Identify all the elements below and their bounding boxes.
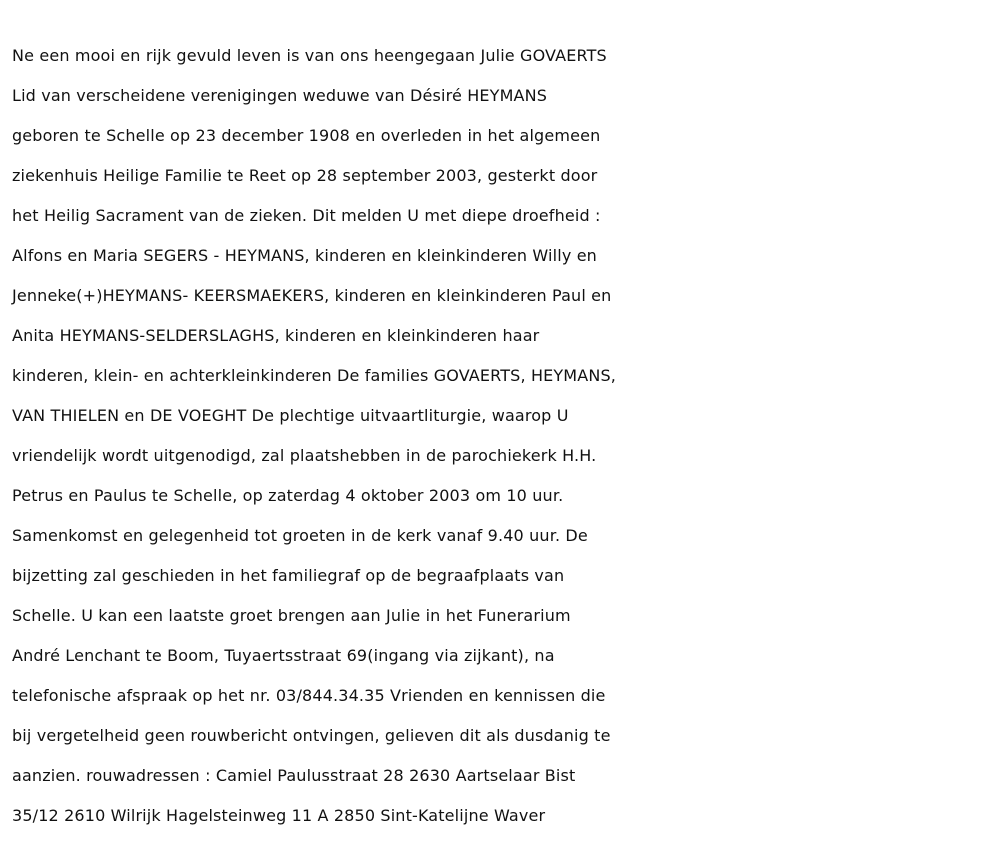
text-line: Jenneke(+)HEYMANS- KEERSMAEKERS, kinderen en kleinkinderen Paul en	[12, 286, 612, 305]
text-line: ziekenhuis Heilige Familie te Reet op 28 september 2003, gesterkt door	[12, 166, 598, 185]
text-line: VAN THIELEN en DE VOEGHT De plechtige uitvaartliturgie, waarop U	[12, 406, 569, 425]
text-line: Ne een mooi en rijk gevuld leven is van ons heengegaan Julie GOVAERTS	[12, 46, 607, 65]
text-line: kinderen, klein- en achterkleinkinderen De families GOVAERTS, HEYMANS,	[12, 366, 617, 385]
text-line: 35/12 2610 Wilrijk Hagelsteinweg 11 A 2850 Sint-Katelijne Waver	[12, 806, 546, 825]
text-line: Samenkomst en gelegenheid tot groeten in de kerk vanaf 9.40 uur. De	[12, 526, 588, 545]
text-line: Anita HEYMANS-SELDERSLAGHS, kinderen en kleinkinderen haar	[12, 326, 540, 345]
text-line: het Heilig Sacrament van de zieken. Dit melden U met diepe droefheid :	[12, 206, 601, 225]
text-line: bijzetting zal geschieden in het familiegraf op de begraafplaats van	[12, 566, 565, 585]
text-line: Alfons en Maria SEGERS - HEYMANS, kinderen en kleinkinderen Willy en	[12, 246, 597, 265]
text-line: Schelle. U kan een laatste groet brengen aan Julie in het Funerarium	[12, 606, 571, 625]
text-line: Lid van verscheidene verenigingen weduwe van Désiré HEYMANS	[12, 86, 548, 105]
text-line: bij vergetelheid geen rouwbericht ontvingen, gelieven dit als dusdanig te	[12, 726, 611, 745]
text-line: geboren te Schelle op 23 december 1908 en overleden in het algemeen	[12, 126, 601, 145]
text-line: telefonische afspraak op het nr. 03/844.34.35 Vrienden en kennissen die	[12, 686, 606, 705]
text-line: André Lenchant te Boom, Tuyaertsstraat 69(ingang via zijkant), na	[12, 646, 555, 665]
text-line: Petrus en Paulus te Schelle, op zaterdag 4 oktober 2003 om 10 uur.	[12, 486, 564, 505]
text-line: aanzien. rouwadressen : Camiel Paulusstraat 28 2630 Aartselaar Bist	[12, 766, 576, 785]
text-line: vriendelijk wordt uitgenodigd, zal plaatshebben in de parochiekerk H.H.	[12, 446, 597, 465]
obituary-text	[12, 36, 992, 836]
